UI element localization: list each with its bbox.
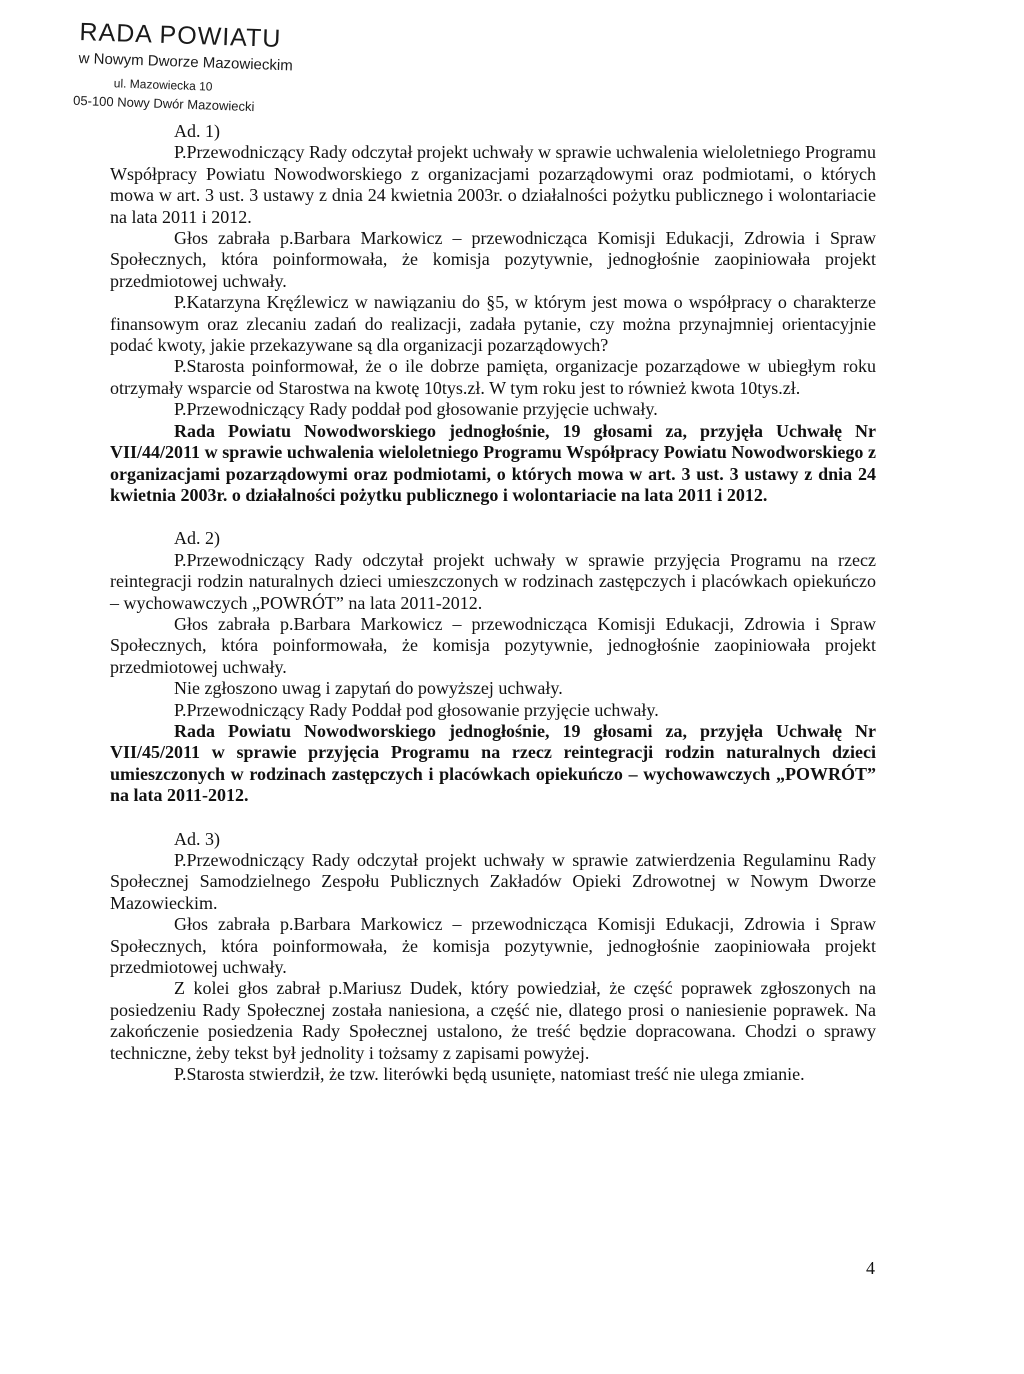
paragraph: Głos zabrała p.Barbara Markowicz – przewodnicząca Komisji Edukacji, Zdrowia i Spraw Społecznych, która poinformowała, że komisja pozytywnie, jednogłośnie zaopiniowała projekt przedmiotowej uchwały. [110,914,876,978]
stamp-title: RADA POWIATU [79,18,282,54]
paragraph: P.Starosta poinformował, że o ile dobrze pamięta, organizacje pozarządowe w ubiegłym roku otrzymały wsparcie od Starostwa na kwotę 10tys.zł. W tym roku jest to również kwota 10tys.zł. [110,356,876,398]
paragraph: Głos zabrała p.Barbara Markowicz – przewodnicząca Komisji Edukacji, Zdrowia i Spraw Społecznych, która poinformowała, że komisja pozytywnie, jednogłośnie zaopiniowała projekt przedmiotowej uchwały. [110,613,876,677]
section-heading-ad1: Ad. 1) [174,121,220,141]
paragraph: Głos zabrała p.Barbara Markowicz – przewodnicząca Komisji Edukacji, Zdrowia i Spraw Społecznych, która poinformowała, że komisja pozytywnie, jednogłośnie zaopiniowała projekt przedmiotowej uchwały. [110,228,876,291]
section-heading-ad3: Ad. 3) [174,828,220,849]
council-stamp [72,18,339,133]
paragraph: P.Przewodniczący Rady odczytał projekt uchwały w sprawie zatwierdzenia Regulaminu Rady Społecznej Samodzielnego Zespołu Publicznych Zakładów Opieki Zdrowotnej w Nowym Dworze Mazowieckim. [110,850,876,913]
page-number: 4 [866,1258,875,1278]
section-heading-ad2: Ad. 2) [174,528,220,549]
paragraph: P.Przewodniczący Rady poddał pod głosowanie przyjęcie uchwały. [174,399,658,420]
paragraph: Nie zgłoszono uwag i zapytań do powyższej uchwały. [174,678,563,699]
document-body [110,121,876,1085]
resolution-text: Rada Powiatu Nowodworskiego jednogłośnie, 19 głosami za, przyjęła Uchwałę Nr VII/45/2011 w sprawie przyjęcia Programu na rzecz reintegracji rodzin naturalnych dzieci umieszczonych w rodzinach zastępczych i placówkach opiekuńczo – wychowawczych „POWRÓT” na lata 2011-2012. [110,720,876,806]
stamp-postcode: 05-100 Nowy Dwór Mazowiecki [72,92,255,115]
stamp-location: w Nowym Dworze Mazowieckim [78,49,294,75]
stamp-street: ul. Mazowiecka 10 [113,76,213,94]
paragraph: Z kolei głos zabrał p.Mariusz Dudek, który powiedział, że część poprawek zgłoszonych na posiedzeniu Rady Społecznej została naniesiona, a część nie, dlatego prosi o naniesienie poprawek. Na zakończenie posiedzenia Rady Społecznej ustalono, że treść będzie dopracowana. Chodzi o sprawy techniczne, żeby tekst był jednolity i tożsamy z zapisami powyżej. [110,978,876,1063]
paragraph: P.Katarzyna Kręźlewicz w nawiązaniu do §5, w którym jest mowa o współpracy o charakterze finansowym oraz zlecaniu zadań do realizacji, zadała pytanie, czy można przynajmniej orientacyjnie podać kwoty, jakie przekazywane są dla organizacji pozarządowych? [110,292,876,356]
paragraph: P.Przewodniczący Rady odczytał projekt uchwały w sprawie przyjęcia Programu na rzecz reintegracji rodzin naturalnych dzieci umieszczonych w rodzinach zastępczych i placówkach opiekuńczo – wychowawczych „POWRÓT” na lata 2011-2012. [110,549,876,613]
paragraph: P.Przewodniczący Rady odczytał projekt uchwały w sprawie uchwalenia wieloletniego Programu Współpracy Powiatu Nowodworskiego z organizacjami pozarządowymi oraz podmiotami, o których mowa w art. 3 ust. 3 ustawy z dnia 24 kwietnia 2003r. o działalności pożytku publicznego i wolontariacie na lata 2011 i 2012. [110,142,876,227]
resolution-text: Rada Powiatu Nowodworskiego jednogłośnie, 19 głosami za, przyjęła Uchwałę Nr VII/44/2011 w sprawie uchwalenia wieloletniego Programu Współpracy Powiatu Nowodworskiego z organizacjami pozarządowymi oraz podmiotami, o których mowa w art. 3 ust. 3 ustawy z dnia 24 kwietnia 2003r. o działalności pożytku publicznego i wolontariacie na lata 2011 i 2012. [110,420,876,505]
paragraph: P.Przewodniczący Rady Poddał pod głosowanie przyjęcie uchwały. [174,699,659,720]
paragraph: P.Starosta stwierdził, że tzw. literówki będą usunięte, natomiast treść nie ulega zmianie. [174,1064,805,1085]
